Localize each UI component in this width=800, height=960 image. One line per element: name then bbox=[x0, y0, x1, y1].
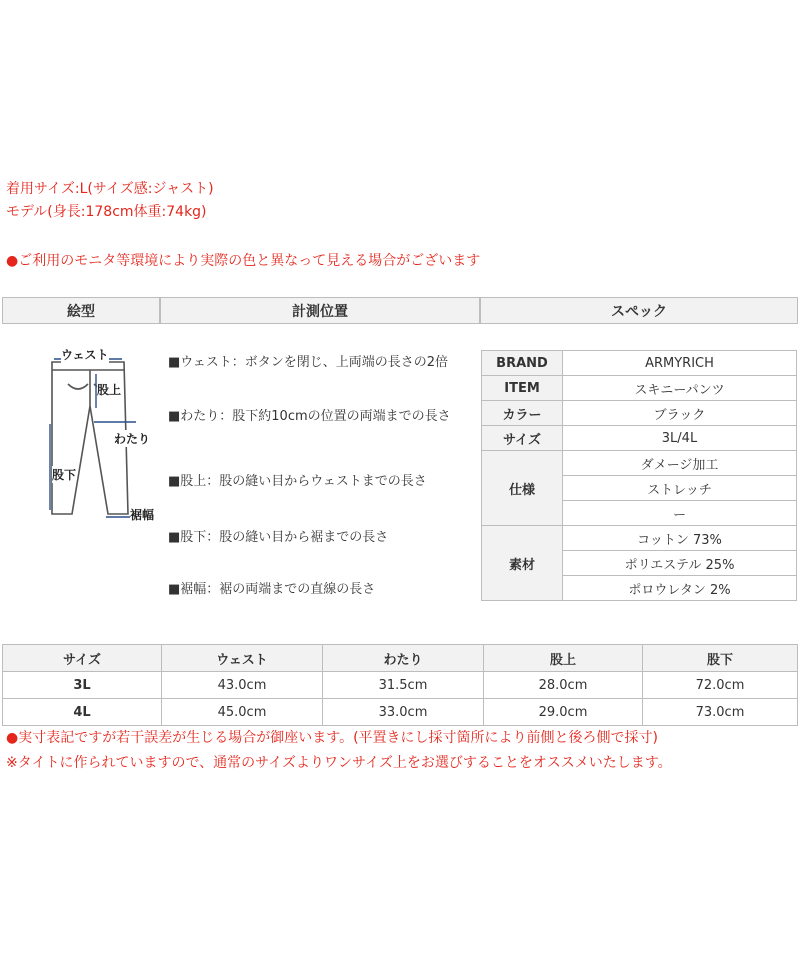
spec-value: ー bbox=[563, 501, 797, 526]
size-header-inseam: 股下 bbox=[643, 645, 798, 672]
header-spec: スペック bbox=[480, 297, 798, 324]
model-size-text: モデル(身長:178cm体重:74kg) bbox=[6, 204, 207, 220]
size-cell: 29.0cm bbox=[484, 699, 643, 726]
spec-key: 素材 bbox=[482, 526, 563, 601]
measure-waist: ■ウェスト：ボタンを閉じ、上両端の長さの2倍 bbox=[168, 355, 449, 370]
spec-value: ポリエステル 25% bbox=[563, 551, 797, 576]
size-cell: 33.0cm bbox=[323, 699, 484, 726]
spec-key: ITEM bbox=[482, 376, 563, 401]
spec-table bbox=[481, 350, 797, 601]
size-cell: 28.0cm bbox=[484, 672, 643, 699]
size-header-size: サイズ bbox=[3, 645, 162, 672]
spec-value: コットン 73% bbox=[563, 526, 797, 551]
size-table bbox=[2, 644, 798, 726]
measure-thigh: ■わたり：股下約10cmの位置の両端までの長さ bbox=[168, 409, 451, 424]
size-cell: 43.0cm bbox=[162, 672, 323, 699]
size-cell: 3L bbox=[3, 672, 162, 699]
spec-value: 3L/4L bbox=[563, 426, 797, 451]
header-illustration: 絵型 bbox=[2, 297, 160, 324]
spec-value: ダメージ加工 bbox=[563, 451, 797, 476]
spec-row-color bbox=[482, 401, 797, 426]
label-inseam: 股下 bbox=[52, 468, 77, 482]
size-header-rise: 股上 bbox=[484, 645, 643, 672]
pants-illustration bbox=[38, 344, 168, 524]
spec-row-size bbox=[482, 426, 797, 451]
label-hem: 裾幅 bbox=[130, 508, 155, 522]
measure-rise: ■股上：股の縫い目からウェストまでの長さ bbox=[168, 474, 427, 489]
size-cell: 72.0cm bbox=[643, 672, 798, 699]
spec-row-material bbox=[482, 526, 797, 551]
measure-hem: ■裾幅：裾の両端までの直線の長さ bbox=[168, 582, 376, 597]
spec-value: ポロウレタン 2% bbox=[563, 576, 797, 601]
size-cell: 73.0cm bbox=[643, 699, 798, 726]
model-info bbox=[6, 178, 214, 224]
size-cell: 4L bbox=[3, 699, 162, 726]
spec-row-feature bbox=[482, 451, 797, 476]
measurement-error-note: ●実寸表記ですが若干誤差が生じる場合が御座います。(平置きにし採寸箇所により前側と後ろ側で採寸) bbox=[6, 730, 659, 746]
bottom-notes bbox=[6, 726, 672, 776]
spec-key: カラー bbox=[482, 401, 563, 426]
size-table-header bbox=[3, 645, 798, 672]
spec-key: サイズ bbox=[482, 426, 563, 451]
spec-row-brand bbox=[482, 351, 797, 376]
size-cell: 31.5cm bbox=[323, 672, 484, 699]
spec-row-item bbox=[482, 376, 797, 401]
size-recommendation-note: ※タイトに作られていますので、通常のサイズよりワンサイズ上をお選びすることをオススメいたします。 bbox=[6, 755, 672, 771]
size-header-waist: ウェスト bbox=[162, 645, 323, 672]
spec-value: スキニーパンツ bbox=[563, 376, 797, 401]
size-cell: 45.0cm bbox=[162, 699, 323, 726]
spec-value: ブラック bbox=[563, 401, 797, 426]
table-row bbox=[3, 699, 798, 726]
measure-inseam: ■股下：股の縫い目から裾までの長さ bbox=[168, 530, 389, 545]
table-row bbox=[3, 672, 798, 699]
spec-key: BRAND bbox=[482, 351, 563, 376]
spec-key: 仕様 bbox=[482, 451, 563, 526]
spec-value: ARMYRICH bbox=[563, 351, 797, 376]
label-waist: ウェスト bbox=[61, 348, 109, 362]
size-header-thigh: わたり bbox=[323, 645, 484, 672]
label-thigh: わたり bbox=[114, 432, 151, 446]
monitor-note: ●ご利用のモニタ等環境により実際の色と異なって見える場合がございます bbox=[6, 253, 481, 269]
spec-value: ストレッチ bbox=[563, 476, 797, 501]
label-rise: 股上 bbox=[97, 383, 122, 397]
header-position: 計測位置 bbox=[160, 297, 480, 324]
wearing-size-text: 着用サイズ:L(サイズ感:ジャスト) bbox=[6, 181, 214, 197]
